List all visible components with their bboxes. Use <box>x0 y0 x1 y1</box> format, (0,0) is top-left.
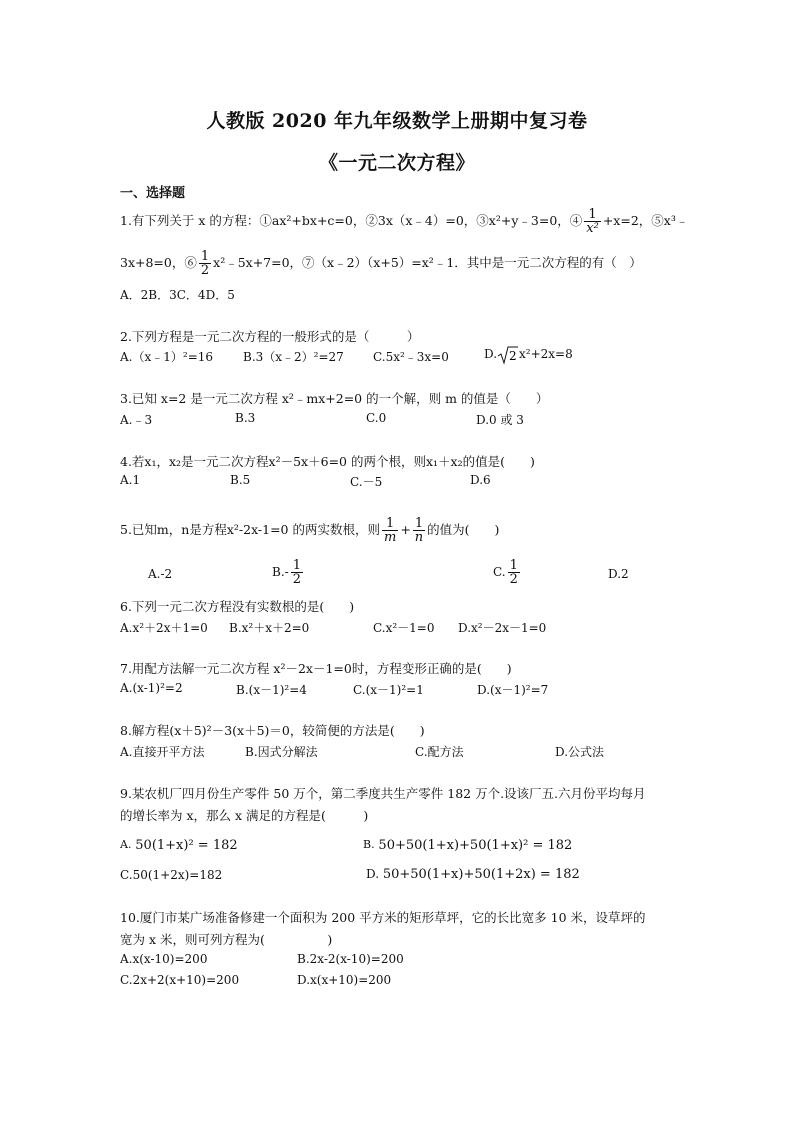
question-5 <box>120 512 499 548</box>
q4-option-a: A.1 <box>120 473 141 487</box>
q9-d-prefix: D. <box>366 867 380 881</box>
question-1-line-2 <box>120 248 642 278</box>
q1-frac6-num: 1 <box>200 249 210 264</box>
q10-option-a: A.x(x-10)=200 <box>120 952 208 966</box>
q5-option-b <box>272 554 305 590</box>
q5-b-den: 2 <box>292 572 301 587</box>
q5-f1-num: 1 <box>382 517 398 531</box>
q5-b-prefix: B.- <box>272 565 289 579</box>
question-10-line-1: 10.厦门市某广场准备修建一个面积为 200 平方米的矩形草坪，它的长比宽多 10 米，设草坪的 <box>120 910 646 925</box>
question-3: 3.已知 x=2 是一元二次方程 x²﹣mx+2=0 的一个解，则 m 的值是（ ） <box>120 391 549 406</box>
q4-option-d: D.6 <box>470 473 491 487</box>
q1-text-a: 1.有下列关于 x 的方程：①ax²+bx+c=0，②3x（x﹣4）=0，③x²+y﹣3=0，④ <box>120 213 583 228</box>
q5-b-fraction <box>291 559 303 586</box>
q1-fraction-6 <box>199 250 211 277</box>
q9-option-d <box>366 867 580 882</box>
q5-option-d: D.2 <box>608 567 629 581</box>
sqrt-symbol <box>497 344 519 365</box>
q9-option-b <box>363 838 572 853</box>
q7-option-d: D.(x－1)²=7 <box>477 683 549 697</box>
q5-c-prefix: C. <box>493 565 506 579</box>
q9-a-prefix: A. <box>120 838 132 851</box>
q5-c-den: 2 <box>509 572 518 587</box>
q1-text-b: +x=2，⑤x³﹣ <box>602 213 689 228</box>
q6-option-b: B.x²＋x＋2=0 <box>229 621 310 635</box>
q2-option-a: A.（x﹣1）²=16 <box>120 350 214 364</box>
q9-d-equation: 50+50(1+x)+50(1+2x) = 182 <box>382 867 580 882</box>
q1-text-c: 3x+8=0，⑥ <box>120 255 197 270</box>
q5-plus: + <box>400 522 411 537</box>
q9-option-a <box>120 838 238 853</box>
q5-fraction-1-over-m <box>382 517 398 544</box>
q6-option-a: A.x²＋2x＋1=0 <box>120 621 208 635</box>
q7-option-b: B.(x－1)²=4 <box>236 683 307 697</box>
q3-option-a: A.﹣3 <box>120 413 153 427</box>
q3-option-d: D.0 或 3 <box>476 413 524 427</box>
question-9-line-2: 的增长率为 x，那么 x 满足的方程是( ) <box>120 808 369 823</box>
q4-option-b: B.5 <box>230 473 251 487</box>
page-title: 人教版 2020 年九年级数学上册期中复习卷 <box>206 110 588 132</box>
question-2: 2.下列方程是一元二次方程的一般形式的是（ ） <box>120 329 420 344</box>
q9-a-equation: 50(1+x)² = 182 <box>135 838 238 853</box>
question-1-line-1 <box>120 206 688 236</box>
q5-f2-num: 1 <box>413 517 425 531</box>
q2-option-c: C.5x²﹣3x=0 <box>373 350 449 364</box>
q3-option-c: C.0 <box>366 411 387 425</box>
q7-option-c: C.(x－1)²=1 <box>353 683 424 697</box>
q7-option-a: A.(x-1)²=2 <box>120 681 183 695</box>
section-heading: 一、选择题 <box>120 186 186 201</box>
q9-option-c: C.50(1+2x)=182 <box>120 868 223 882</box>
question-6: 6.下列一元二次方程没有实数根的是( ) <box>120 599 355 614</box>
q1-frac4-den: x² <box>586 221 599 236</box>
q5-b-num: 1 <box>292 558 301 573</box>
q2-option-b: B.3（x﹣2）²=27 <box>243 350 344 364</box>
q1-text-d: x²﹣5x+7=0，⑦（x﹣2）（x+5）=x²﹣1．其中是一元二次方程的有（ ） <box>213 255 642 270</box>
q1-frac6-den: 2 <box>200 263 210 278</box>
page-subtitle: 《一元二次方程》 <box>318 152 475 174</box>
q4-option-c: C.－5 <box>350 475 383 489</box>
q8-option-d: D.公式法 <box>555 745 605 759</box>
q8-option-a: A.直接开平方法 <box>120 745 205 759</box>
q5-f1-den: m <box>383 530 397 545</box>
q5-f2-den: n <box>414 530 424 545</box>
q1-frac4-num: 1 <box>584 208 601 222</box>
q6-option-d: D.x²－2x－1=0 <box>458 621 547 635</box>
q5-option-a: A.-2 <box>148 567 173 581</box>
question-7: 7.用配方法解一元二次方程 x²－2x－1=0时，方程变形正确的是( ) <box>120 661 512 676</box>
q5-option-c <box>493 554 522 590</box>
q9-b-prefix: B. <box>363 838 375 851</box>
q8-option-c: C.配方法 <box>415 745 464 759</box>
q5-c-num: 1 <box>509 558 518 573</box>
q9-b-equation: 50+50(1+x)+50(1+x)² = 182 <box>378 838 573 853</box>
q10-option-b: B.2x-2(x-10)=200 <box>297 952 404 966</box>
q3-option-b: B.3 <box>235 411 256 425</box>
q2-d-radicand: 2 <box>509 348 517 363</box>
q5-text-a: 5.已知m，n是方程x²-2x-1=0 的两实数根，则 <box>120 522 380 537</box>
q10-option-c: C.2x+2(x+10)=200 <box>120 973 240 987</box>
q5-text-b: 的值为( ) <box>427 522 500 537</box>
q5-c-fraction <box>508 559 520 586</box>
question-8: 8.解方程(x＋5)²－3(x＋5)＝0，较简便的方法是( ) <box>120 723 425 738</box>
q2-d-prefix: D. <box>484 347 498 361</box>
q1-options: A．2B．3C．4D．5 <box>120 288 235 302</box>
q2-option-d <box>484 344 573 365</box>
q10-option-d: D.x(x+10)=200 <box>297 973 392 987</box>
q2-d-suffix: x²+2x=8 <box>519 347 573 361</box>
question-4: 4.若x₁，x₂是一元二次方程x²－5x＋6=0 的两个根，则x₁＋x₂的值是( ) <box>120 454 535 469</box>
q5-fraction-1-over-n <box>413 517 425 544</box>
question-10-line-2: 宽为 x 米，则可列方程为( ) <box>120 932 333 947</box>
question-9-line-1: 9.某农机厂四月份生产零件 50 万个，第二季度共生产零件 182 万个.设该厂五.六月份平均每月 <box>120 786 646 801</box>
q8-option-b: B.因式分解法 <box>245 745 318 759</box>
q1-fraction-4 <box>584 208 601 235</box>
q6-option-c: C.x²－1=0 <box>373 621 435 635</box>
